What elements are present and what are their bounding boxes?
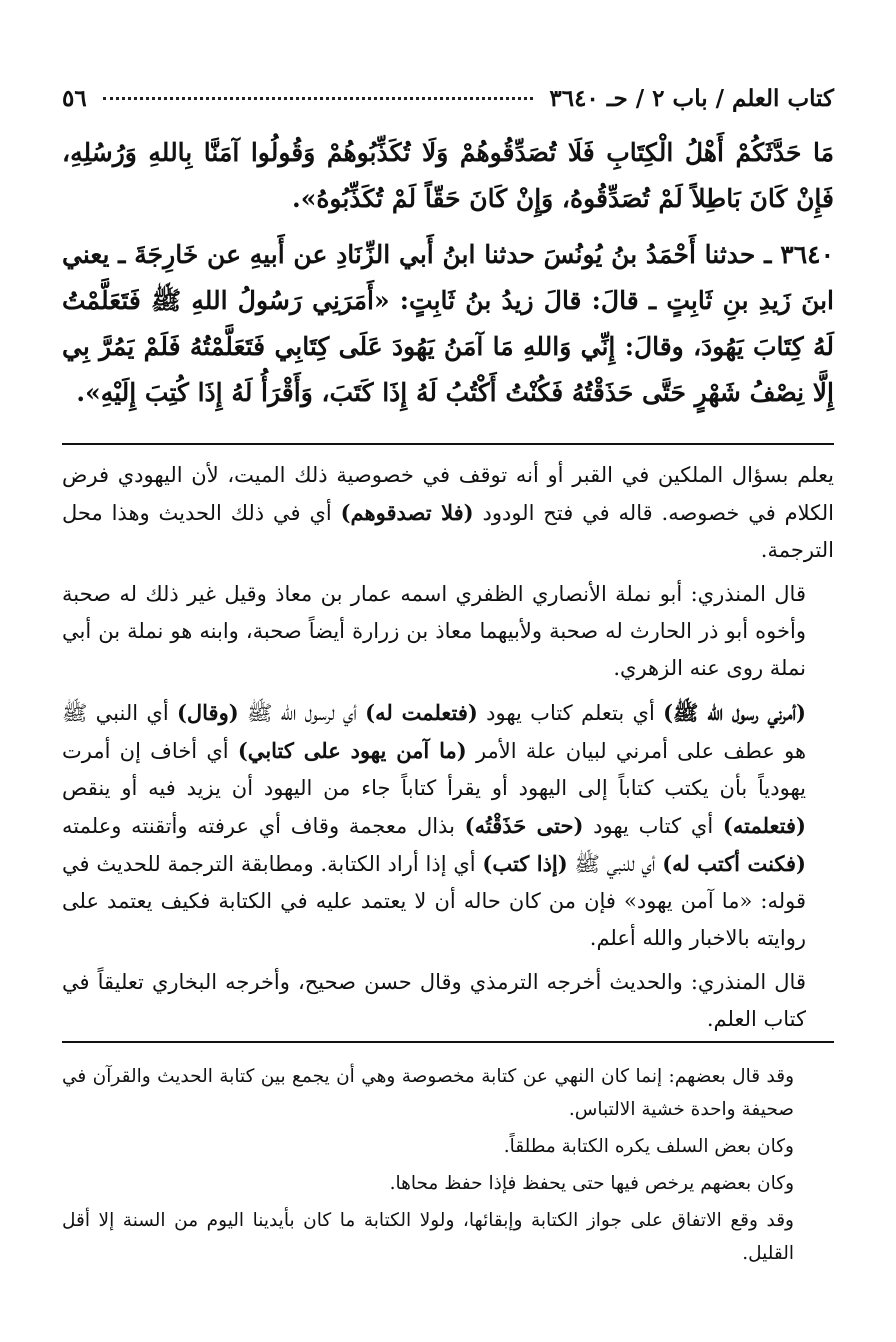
hadith-continuation: مَا حَدَّثَكُمْ أَهْلُ الْكِتَابِ فَلَا تُصَدِّقُوهُمْ وَلَا تُكَذِّبُوهُمْ وَقُولُوا آمَنَّا بِاللهِ وَرُسُلِهِ، فَإِنْ كَانَ بَاطِلاً لَمْ تُصَدِّقُوهُ، وَإِنْ كَانَ حَقّاً لَمْ تُكَذِّبُوهُ». <box>62 138 834 213</box>
footnotes-block <box>62 1060 834 1274</box>
commentary-keyword: (فلا تصدقوهم) <box>340 500 474 525</box>
commentary-keyword: (وقال) <box>176 700 239 725</box>
header-dotted-leader <box>103 97 534 100</box>
commentary-keyword: (حتى حَذَقْتُه) <box>464 813 584 838</box>
hadith-body: حدثنا أَحْمَدُ بنُ يُونُسَ حدثنا ابنُ أَبي الزِّنَادِ عن أَبيهِ عن خَارِجَةَ ـ يعني ابنَ زَيدِ بنِ ثَابِتٍ ـ قالَ: قالَ زيدُ بنُ ثَابِتٍ: «أَمَرَنِي رَسُولُ اللهِ ﷺ فَتَعَلَّمْتُ لَهُ كِتَابَ يَهُودَ، وقالَ: إِنِّي وَاللهِ مَا آمَنُ يَهُودَ عَلَى كِتَابِي فَتَعَلَّمْتُهُ فَلَمْ يَمُرَّ بِي إِلَّا نِصْفُ شَهْرٍ حَتَّى حَذَقْتُهُ فَكُنْتُ أَكْتُبُ لَهُ إِذَا كَتَبَ، وَأَقْرَأُ لَهُ إِذَا كُتِبَ إِلَيْهِ». <box>62 240 834 407</box>
commentary-keyword: (أمرني رسول الله ﷺ) <box>663 700 806 725</box>
commentary-text: أي أخاف إن أمرت يهودياً بأن يكتب كتاباً إلى اليهود أو يقرأ كتاباً جاء من اليهود أن يزيد فيه أو ينقص <box>62 739 806 800</box>
commentary-text: أي كتاب يهود <box>583 814 723 838</box>
separator-line-top <box>62 443 834 445</box>
page-number: ٥٦ <box>62 84 87 112</box>
hadith-text-block <box>62 130 834 426</box>
commentary-paragraph-4: قال المنذري: والحديث أخرجه الترمذي وقال حسن صحيح، وأخرجه البخاري تعليقاً في كتاب العلم. <box>62 970 806 1031</box>
commentary-keyword: (فتعلمت له) <box>365 700 478 725</box>
footnote-paragraph: وكان بعضهم يرخص فيها حتى يحفظ فإذا حفظ محاها. <box>389 1173 794 1194</box>
commentary-text: بذال معجمة وقاف أي عرفته وأتقنته وعلمته <box>62 814 465 838</box>
separator-line-bottom <box>62 1041 834 1043</box>
commentary-text: أي النبي ﷺ هو عطف على أمرني لبيان علة الأمر <box>62 701 807 763</box>
commentary-text: أي في ذلك الحديث وهذا محل الترجمة. <box>62 501 834 562</box>
hadith-number: ٣٦٤٠ ـ <box>764 240 834 269</box>
commentary-keyword: (فكنت أكتب له) <box>662 851 806 876</box>
running-title: كتاب العلم / باب ٢ / حـ ٣٦٤٠ <box>549 84 834 112</box>
footnote-paragraph: وقد وقع الاتفاق على جواز الكتابة وإبقائها، ولولا الكتابة ما كان بأيدينا اليوم من السنة إلا أقل القليل. <box>62 1210 794 1264</box>
commentary-text: أي إذا أراد الكتابة. ومطابقة الترجمة للحديث في قوله: «ما آمن يهود» فإن من كان حاله أن لا يعتمد عليه في الكتابة فكيف يعتمد على روايته بالاخبار والله أعلم. <box>62 852 806 950</box>
commentary-keyword: (ما آمن يهود على كتابي) <box>237 738 467 763</box>
commentary-keyword: (إذا كتب) <box>482 851 568 876</box>
commentary-text: أي للنبي ﷺ <box>567 852 663 876</box>
footnote-paragraph: وقد قال بعضهم: إنما كان النهي عن كتابة مخصوصة وهي أن يجمع بين كتابة الحديث والقرآن في صحيفة واحدة خشية الالتباس. <box>62 1066 794 1120</box>
commentary-text: أي لرسول الله ﷺ <box>238 701 366 725</box>
commentary-text: أي بتعلم كتاب يهود <box>477 701 664 725</box>
commentary-keyword: (فتعلمته) <box>722 813 806 838</box>
commentary-paragraph-3 <box>62 694 834 957</box>
footnote-paragraph: وكان بعض السلف يكره الكتابة مطلقاً. <box>503 1136 794 1157</box>
commentary-paragraph-2: قال المنذري: أبو نملة الأنصاري الظفري اسمه عمار بن معاذ وقيل غير ذلك له صحبة وأخوه أبو ذر الحارث له صحبة ولأبيهما معاذ بن زرارة أيضاً صحبة، وابنه هو نملة بن أبي نملة روى عنه الزهري. <box>62 582 806 680</box>
commentary-paragraph-1 <box>62 457 834 569</box>
commentary-block <box>62 457 834 1045</box>
page-header <box>62 80 834 116</box>
hadith-3640 <box>62 232 834 416</box>
commentary-text: يعلم بسؤال الملكين في القبر أو أنه توقف في خصوصية ذلك الميت، لأن اليهودي فرض الكلام في خصوصه. قاله في فتح الودود <box>62 463 834 525</box>
